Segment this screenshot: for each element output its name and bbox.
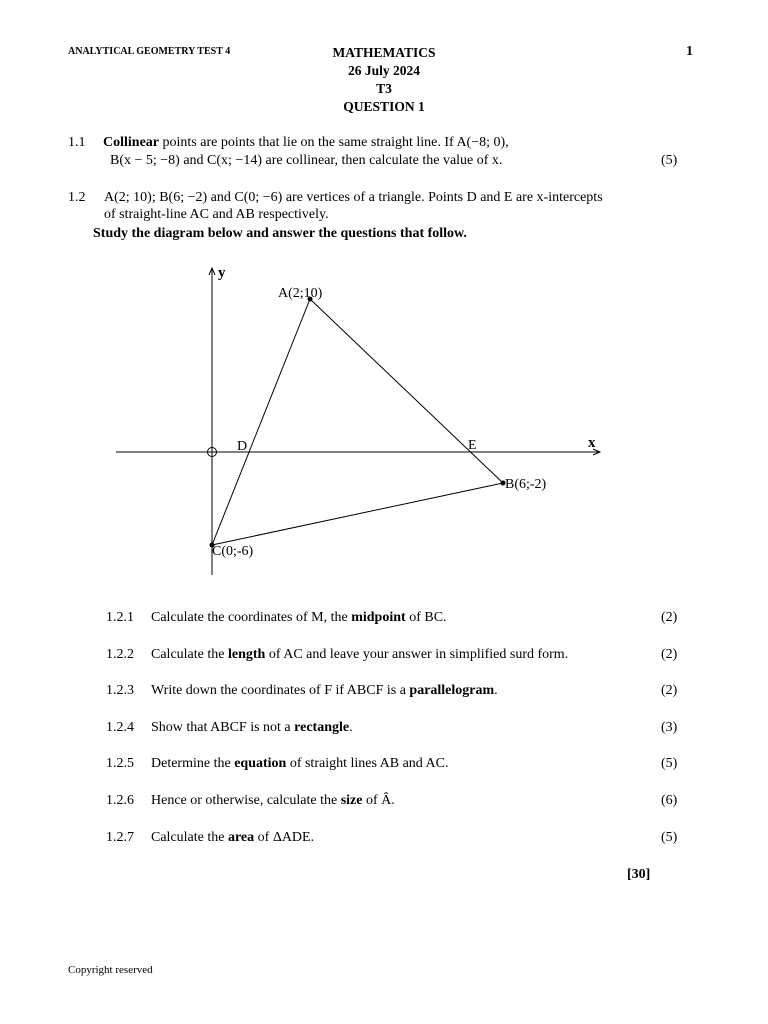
subquestion-number: 1.2.5 — [106, 756, 134, 771]
subquestion-text-post: of Â. — [362, 793, 395, 808]
subquestion-text-pre: Show that ABCF is not a — [151, 720, 295, 735]
subquestion-number: 1.2.6 — [106, 793, 134, 808]
subquestion-keyword: size — [340, 793, 363, 808]
subquestion-text — [151, 756, 448, 772]
subquestion-number: 1.2.2 — [106, 647, 134, 662]
point-b-label: B(6;-2) — [505, 477, 547, 492]
subquestion-text-pre: Calculate the — [151, 647, 228, 662]
point-c-label: C(0;-6) — [212, 544, 254, 559]
q1-2-instruction: Study the diagram below and answer the questions that follow. — [93, 226, 467, 241]
subquestion-text-post: of BC. — [405, 610, 447, 625]
subquestion-marks: (6) — [661, 793, 678, 808]
subquestion-text — [151, 720, 353, 736]
subquestion-text — [151, 683, 498, 699]
subquestion-text-post: of ΔADE. — [254, 830, 315, 845]
copyright-notice: Copyright reserved — [68, 964, 153, 976]
point-a-label: A(2;10) — [278, 286, 323, 301]
page-number: 1 — [686, 44, 693, 59]
x-axis-label: x — [588, 435, 596, 451]
subquestion-keyword: rectangle — [294, 720, 350, 735]
subquestion-keyword: parallelogram — [409, 683, 495, 698]
subquestion-number: 1.2.7 — [106, 830, 134, 845]
point-d-label: D — [237, 439, 248, 454]
subquestion-keyword: equation — [234, 756, 287, 771]
subquestion-text-post: of AC and leave your answer in simplified surd form. — [265, 647, 569, 662]
subquestion-text-pre: Calculate the coordinates of M, the — [151, 610, 352, 625]
q1-1-bold-term: Collinear — [103, 135, 159, 150]
subquestion-text — [151, 830, 314, 846]
test-title: ANALYTICAL GEOMETRY TEST 4 — [68, 46, 231, 57]
q1-1-line1-text: points are points that lie on the same straight line. If A(−8; 0), — [159, 135, 509, 150]
subquestion-number: 1.2.1 — [106, 610, 134, 625]
subquestion-marks: (3) — [661, 720, 678, 735]
subquestion-marks: (2) — [661, 683, 678, 698]
subquestion-text-pre: Write down the coordinates of F if ABCF is a — [151, 683, 410, 698]
subquestion-marks: (5) — [661, 830, 678, 845]
side-ac — [212, 299, 310, 545]
point-e-label: E — [468, 438, 477, 453]
subquestion-text-pre: Calculate the — [151, 830, 228, 845]
subquestion-text-pre: Determine the — [151, 756, 235, 771]
subquestion-text — [151, 610, 447, 626]
subquestion-keyword: area — [227, 830, 255, 845]
q1-2-line2: of straight-line AC and AB respectively. — [104, 207, 329, 222]
subquestion-text — [151, 647, 568, 663]
subquestion-number: 1.2.3 — [106, 683, 134, 698]
subquestion-text-post: . — [494, 683, 498, 698]
subquestion-text-post: . — [349, 720, 353, 735]
q1-1-number: 1.1 — [68, 135, 86, 150]
subquestion-keyword: midpoint — [351, 610, 406, 625]
subquestion-marks: (5) — [661, 756, 678, 771]
side-ab — [310, 299, 503, 483]
subject-heading: MATHEMATICS — [332, 45, 436, 60]
subquestion-number: 1.2.4 — [106, 720, 134, 735]
subquestion-keyword: length — [227, 647, 266, 662]
subquestion-marks: (2) — [661, 647, 678, 662]
subquestion-text — [151, 793, 395, 809]
q1-2-line1: A(2; 10); B(6; −2) and C(0; −6) are vertices of a triangle. Points D and E are x-intercepts — [104, 190, 603, 205]
test-date: 26 July 2024 — [347, 63, 420, 78]
q1-2-number: 1.2 — [68, 190, 86, 205]
subquestion-marks: (2) — [661, 610, 678, 625]
term-label: T3 — [376, 81, 392, 96]
side-bc — [212, 483, 503, 545]
q1-1-line2: B(x − 5; −8) and C(x; −14) are collinear, then calculate the value of x. — [110, 153, 503, 168]
question-heading: QUESTION 1 — [343, 99, 425, 114]
y-axis-label: y — [218, 265, 226, 281]
subquestion-text-post: of straight lines AB and AC. — [286, 756, 449, 771]
q1-1-marks: (5) — [661, 153, 678, 168]
subquestion-text-pre: Hence or otherwise, calculate the — [151, 793, 341, 808]
total-marks: [30] — [627, 867, 651, 882]
